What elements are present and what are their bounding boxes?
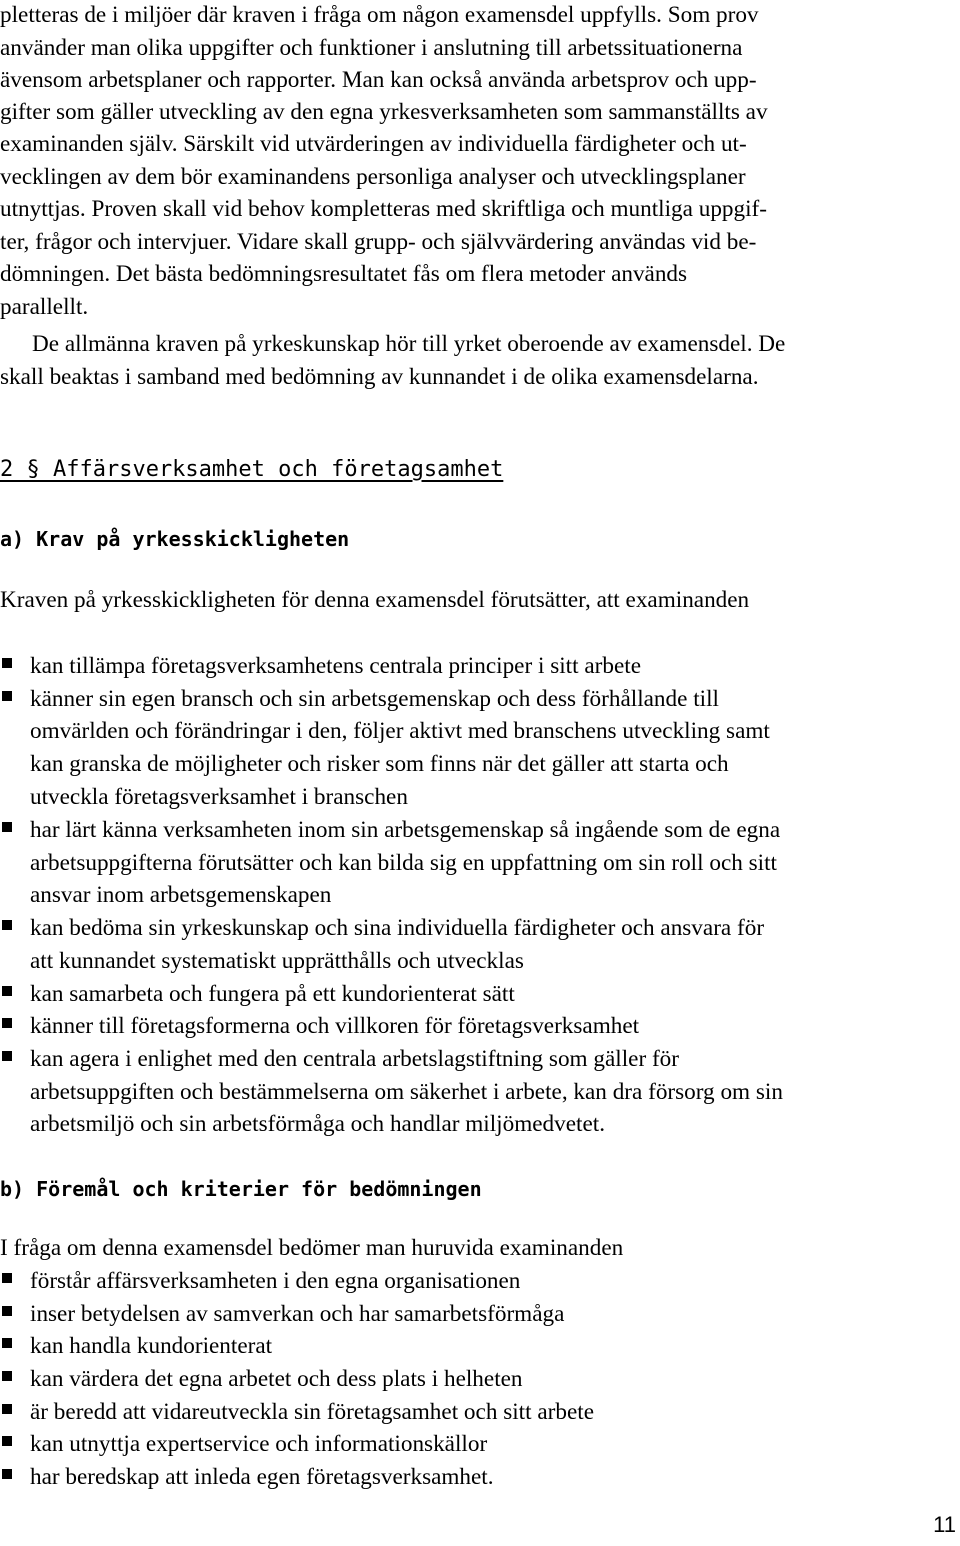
list-item: känner till företagsformerna och villkoren för företagsverksamhet [30, 1013, 640, 1039]
list-item: har lärt känna verksamheten inom sin arbetsgemenskap så ingående som de egna [30, 817, 781, 843]
text-line: ter, frågor och intervjuer. Vidare skall grupp- och självvärdering användas vid be- [0, 229, 757, 255]
bullet-icon [2, 1338, 12, 1348]
bullet-icon [2, 1051, 12, 1061]
list-item-continuation: arbetsuppgiften och bestämmelserna om säkerhet i arbete, kan dra försorg om sin [30, 1079, 783, 1105]
list-item: kan utnyttja expertservice och informationskällor [30, 1431, 488, 1457]
list-item: har beredskap att inleda egen företagsverksamhet. [30, 1464, 494, 1490]
list-item: kan agera i enlighet med den centrala arbetslagstiftning som gäller för [30, 1046, 680, 1072]
list-item: kan samarbeta och fungera på ett kundorienterat sätt [30, 981, 515, 1007]
text-line: utnyttjas. Proven skall vid behov kompletteras med skriftliga och muntliga uppgif- [0, 196, 767, 222]
text-line: examinanden själv. Särskilt vid utvärderingen av individuella färdigheter och ut- [0, 131, 747, 157]
bullet-icon [2, 822, 12, 832]
list-item-continuation: omvärlden och förändringar i den, följer aktivt med branschens utveckling samt [30, 718, 770, 744]
subsection-b-heading: b) Föremål och kriterier för bedömningen [0, 1177, 482, 1201]
text-line: använder man olika uppgifter och funktioner i anslutning till arbetssituationerna [0, 35, 743, 61]
list-item: känner sin egen bransch och sin arbetsgemenskap och dess förhållande till [30, 686, 719, 712]
text-line: skall beaktas i samband med bedömning av kunnandet i de olika examensdelarna. [0, 364, 759, 390]
bullet-icon [2, 1306, 12, 1316]
list-item: kan bedöma sin yrkeskunskap och sina individuella färdigheter och ansvara för [30, 915, 765, 941]
bullet-icon [2, 986, 12, 996]
text-line: parallellt. [0, 294, 89, 320]
section-heading: 2 § Affärsverksamhet och företagsamhet [0, 457, 504, 482]
bullet-icon [2, 1371, 12, 1381]
text-line: ävensom arbetsplaner och rapporter. Man kan också använda arbetsprov och upp- [0, 67, 757, 93]
bullet-icon [2, 691, 12, 701]
text-line: gifter som gäller utveckling av den egna yrkesverksamheten som sammanställts av [0, 99, 768, 125]
list-item-continuation: att kunnandet systematiskt upprätthålls och utvecklas [30, 948, 524, 974]
subsection-b-intro: I fråga om denna examensdel bedömer man huruvida examinanden [0, 1235, 624, 1261]
list-item-continuation: arbetsmiljö och sin arbetsförmåga och handlar miljömedvetet. [30, 1111, 606, 1137]
bullet-icon [2, 1404, 12, 1414]
bullet-icon [2, 920, 12, 930]
list-item: förstår affärsverksamheten i den egna organisationen [30, 1268, 521, 1294]
list-item-continuation: utveckla företagsverksamhet i branschen [30, 784, 408, 810]
list-item: kan handla kundorienterat [30, 1333, 273, 1359]
list-item-continuation: kan granska de möjligheter och risker som finns när det gäller att starta och [30, 751, 729, 777]
list-item: är beredd att vidareutveckla sin företagsamhet och sitt arbete [30, 1399, 594, 1425]
subsection-a-intro: Kraven på yrkesskickligheten för denna examensdel förutsätter, att examinanden [0, 587, 750, 613]
bullet-icon [2, 1273, 12, 1283]
list-item-continuation: ansvar inom arbetsgemenskapen [30, 882, 332, 908]
page-number: 11 [933, 1512, 956, 1537]
text-line: pletteras de i miljöer där kraven i fråga om någon examensdel uppfylls. Som prov [0, 2, 759, 28]
text-line: dömningen. Det bästa bedömningsresultatet fås om flera metoder används [0, 261, 688, 287]
bullet-icon [2, 1018, 12, 1028]
bullet-icon [2, 1469, 12, 1479]
text-line: vecklingen av dem bör examinandens personliga analyser och utvecklingsplaner [0, 164, 746, 190]
subsection-a-heading: a) Krav på yrkesskickligheten [0, 527, 350, 551]
text-line: De allmänna kraven på yrkeskunskap hör till yrket oberoende av examensdel. De [32, 331, 786, 357]
list-item: kan tillämpa företagsverksamhetens centrala principer i sitt arbete [30, 653, 641, 679]
bullet-icon [2, 658, 12, 668]
list-item-continuation: arbetsuppgifterna förutsätter och kan bilda sig en uppfattning om sin roll och sitt [30, 850, 777, 876]
bullet-icon [2, 1436, 12, 1446]
list-item: kan värdera det egna arbetet och dess plats i helheten [30, 1366, 523, 1392]
list-item: inser betydelsen av samverkan och har samarbetsförmåga [30, 1301, 565, 1327]
